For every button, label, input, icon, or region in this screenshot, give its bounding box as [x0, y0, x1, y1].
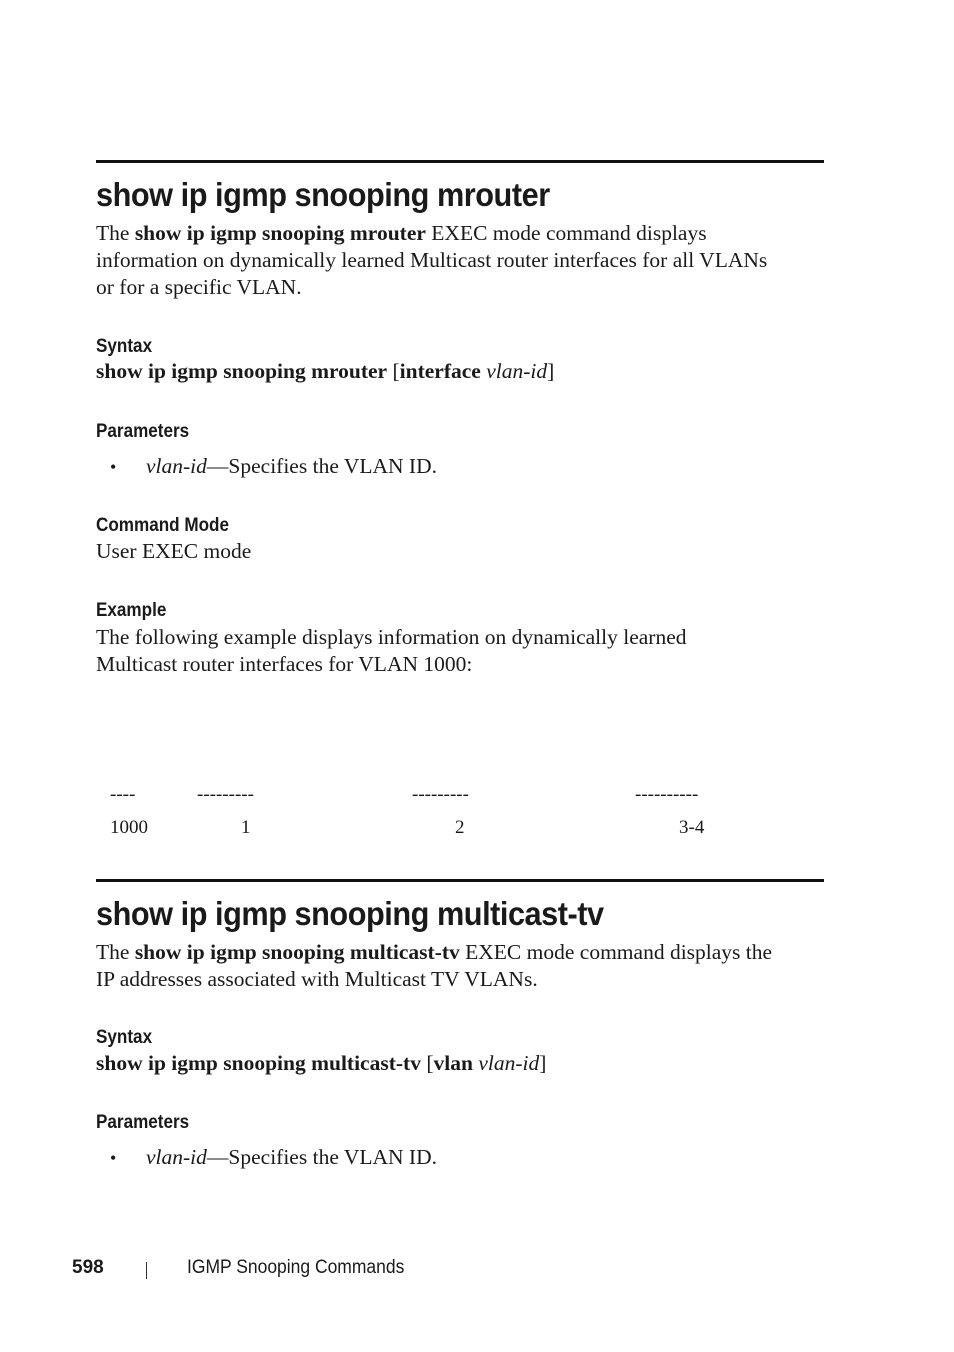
parameter-item — [146, 454, 437, 479]
table-cell: 1000 — [110, 817, 148, 838]
syntax-line — [96, 359, 554, 384]
desc-text: EXEC mode command displays — [425, 221, 707, 245]
section-description — [96, 939, 826, 993]
desc-text: The — [96, 940, 135, 964]
table-cell: 3-4 — [679, 817, 705, 838]
section-description — [96, 220, 826, 301]
syntax-heading: Syntax — [96, 336, 153, 357]
desc-command: show ip igmp snooping multicast-tv — [134, 940, 460, 964]
section-title: show ip igmp snooping multicast-tv — [96, 895, 604, 932]
example-text: Multicast router interfaces for VLAN 1000: — [96, 652, 473, 676]
parameters-heading: Parameters — [96, 421, 190, 442]
section-rule — [96, 879, 824, 882]
syntax-argument: vlan-id — [480, 359, 548, 383]
table-dash-cell: ---- — [110, 784, 136, 805]
parameter-description: —Specifies the VLAN ID. — [206, 1145, 437, 1169]
desc-text: EXEC mode command displays the — [459, 940, 773, 964]
syntax-bracket: ] — [539, 1051, 547, 1075]
page-number: 598 — [72, 1257, 104, 1278]
desc-text: IP addresses associated with Multicast TV VLANs. — [96, 967, 538, 991]
syntax-keyword: vlan — [433, 1051, 473, 1075]
syntax-bracket: [ — [420, 1051, 434, 1075]
command-mode-text: User EXEC mode — [96, 539, 252, 563]
table-dash-cell: --------- — [412, 784, 469, 805]
section-rule — [96, 160, 824, 163]
parameter-name: vlan-id — [146, 1145, 207, 1169]
desc-command: show ip igmp snooping mrouter — [134, 221, 426, 245]
parameter-description: —Specifies the VLAN ID. — [206, 454, 437, 478]
table-cell: 2 — [455, 817, 465, 838]
syntax-command: show ip igmp snooping mrouter — [96, 359, 388, 383]
desc-text: information on dynamically learned Multicast router interfaces for all VLANs — [96, 248, 768, 272]
syntax-keyword: interface — [399, 359, 481, 383]
example-heading: Example — [96, 600, 167, 621]
syntax-heading: Syntax — [96, 1027, 153, 1048]
parameter-name: vlan-id — [146, 454, 207, 478]
syntax-line — [96, 1051, 546, 1076]
table-dash-cell: --------- — [197, 784, 254, 805]
syntax-argument: vlan-id — [472, 1051, 540, 1075]
parameter-item — [146, 1145, 437, 1170]
table-cell: 1 — [241, 817, 251, 838]
command-mode-heading: Command Mode — [96, 515, 230, 536]
parameters-heading: Parameters — [96, 1112, 190, 1133]
syntax-bracket: [ — [387, 359, 400, 383]
syntax-bracket: ] — [547, 359, 555, 383]
table-dash-cell: ---------- — [635, 784, 699, 805]
chapter-title: IGMP Snooping Commands — [187, 1257, 405, 1278]
footer-separator — [146, 1262, 147, 1279]
bullet-icon: • — [110, 457, 117, 477]
syntax-command: show ip igmp snooping multicast-tv — [96, 1051, 421, 1075]
example-text: The following example displays information on dynamically learned — [96, 625, 687, 649]
example-description — [96, 624, 826, 678]
bullet-icon: • — [110, 1148, 117, 1168]
desc-text: The — [96, 221, 135, 245]
desc-text: or for a specific VLAN. — [96, 275, 302, 299]
section-title: show ip igmp snooping mrouter — [96, 176, 550, 213]
